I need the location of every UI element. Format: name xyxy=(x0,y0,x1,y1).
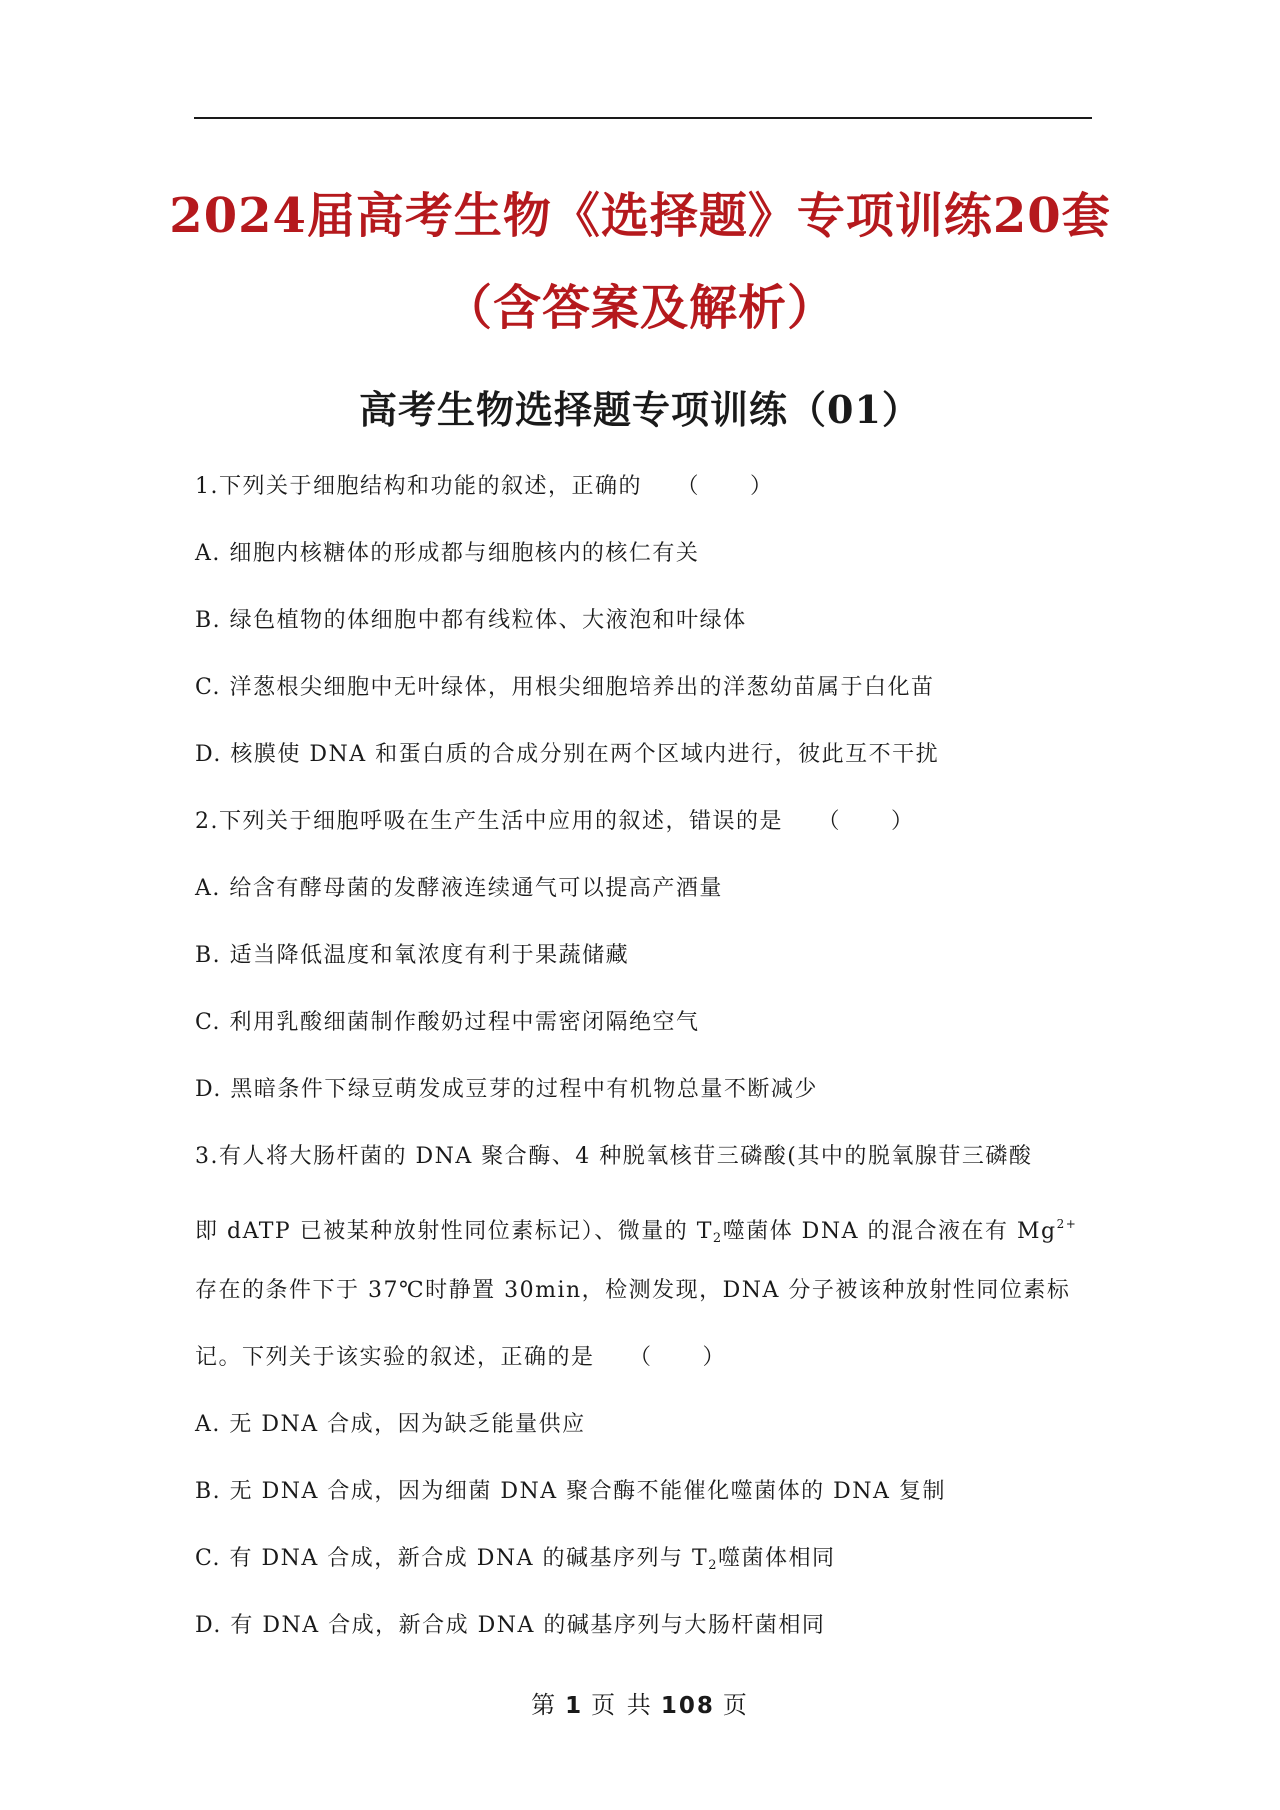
question-1-option-b: B. 绿色植物的体细胞中都有线粒体、大液泡和叶绿体 xyxy=(195,608,747,633)
answer-bracket: （ ） xyxy=(676,474,774,499)
question-2-text: 2.下列关于细胞呼吸在生产生活中应用的叙述，错误的是 xyxy=(195,809,783,834)
current-page-number: 1 xyxy=(565,1693,584,1719)
section-title: 高考生物选择题专项训练（01） xyxy=(359,387,921,432)
question-3-stem-line1: 3.有人将大肠杆菌的 DNA 聚合酶、4 种脱氧核苷三磷酸(其中的脱氧腺苷三磷酸 xyxy=(195,1144,1033,1169)
question-2-stem xyxy=(195,805,1095,839)
question-3-option-a: A. 无 DNA 合成，因为缺乏能量供应 xyxy=(195,1412,586,1437)
question-3-stem-line3: 存在的条件下于 37℃时静置 30min，检测发现，DNA 分子被该种放射性同位素标 xyxy=(195,1278,1071,1303)
question-3-option-b: B. 无 DNA 合成，因为细菌 DNA 聚合酶不能催化噬菌体的 DNA 复制 xyxy=(195,1479,946,1504)
page-footer: 第 1 页 共 108 页 xyxy=(531,1691,749,1719)
question-2-option-a: A. 给含有酵母菌的发酵液连续通气可以提高产酒量 xyxy=(195,876,723,901)
answer-bracket: （ ） xyxy=(817,809,915,834)
question-3-text: 记。下列关于该实验的叙述，正确的是 xyxy=(195,1345,595,1370)
question-2-option-c: C. 利用乳酸细菌制作酸奶过程中需密闭隔绝空气 xyxy=(195,1010,700,1035)
total-pages-number: 108 xyxy=(660,1693,715,1719)
question-1-text: 1.下列关于细胞结构和功能的叙述，正确的 xyxy=(195,474,642,499)
question-3-stem-line2: 即 dATP 已被某种放射性同位素标记）、微量的 $T_2$噬菌体 DNA 的混合液在有 $Mg^{2+}$ xyxy=(195,1217,1078,1246)
question-2-option-d: D. 黑暗条件下绿豆萌发成豆芽的过程中有机物总量不断减少 xyxy=(195,1077,818,1102)
question-1-stem xyxy=(195,470,1095,504)
document-title-line2: （含答案及解析） xyxy=(443,280,836,336)
question-3-stem-line4 xyxy=(195,1341,1095,1375)
header-rule xyxy=(194,117,1092,119)
question-3-option-c: C. 有 DNA 合成，新合成 DNA 的碱基序列与 $T_2$噬菌体相同 xyxy=(195,1546,836,1573)
question-1-option-c: C. 洋葱根尖细胞中无叶绿体，用根尖细胞培养出的洋葱幼苗属于白化苗 xyxy=(195,675,935,700)
question-1-option-a: A. 细胞内核糖体的形成都与细胞核内的核仁有关 xyxy=(195,541,700,566)
question-2-option-b: B. 适当降低温度和氧浓度有利于果蔬储藏 xyxy=(195,943,630,968)
answer-bracket: （ ） xyxy=(629,1345,727,1370)
question-3-option-d: D. 有 DNA 合成，新合成 DNA 的碱基序列与大肠杆菌相同 xyxy=(195,1613,826,1638)
document-title-line1: 2024届高考生物《选择题》专项训练20套 xyxy=(169,188,1111,244)
question-1-option-d: D. 核膜使 DNA 和蛋白质的合成分别在两个区域内进行，彼此互不干扰 xyxy=(195,742,940,767)
